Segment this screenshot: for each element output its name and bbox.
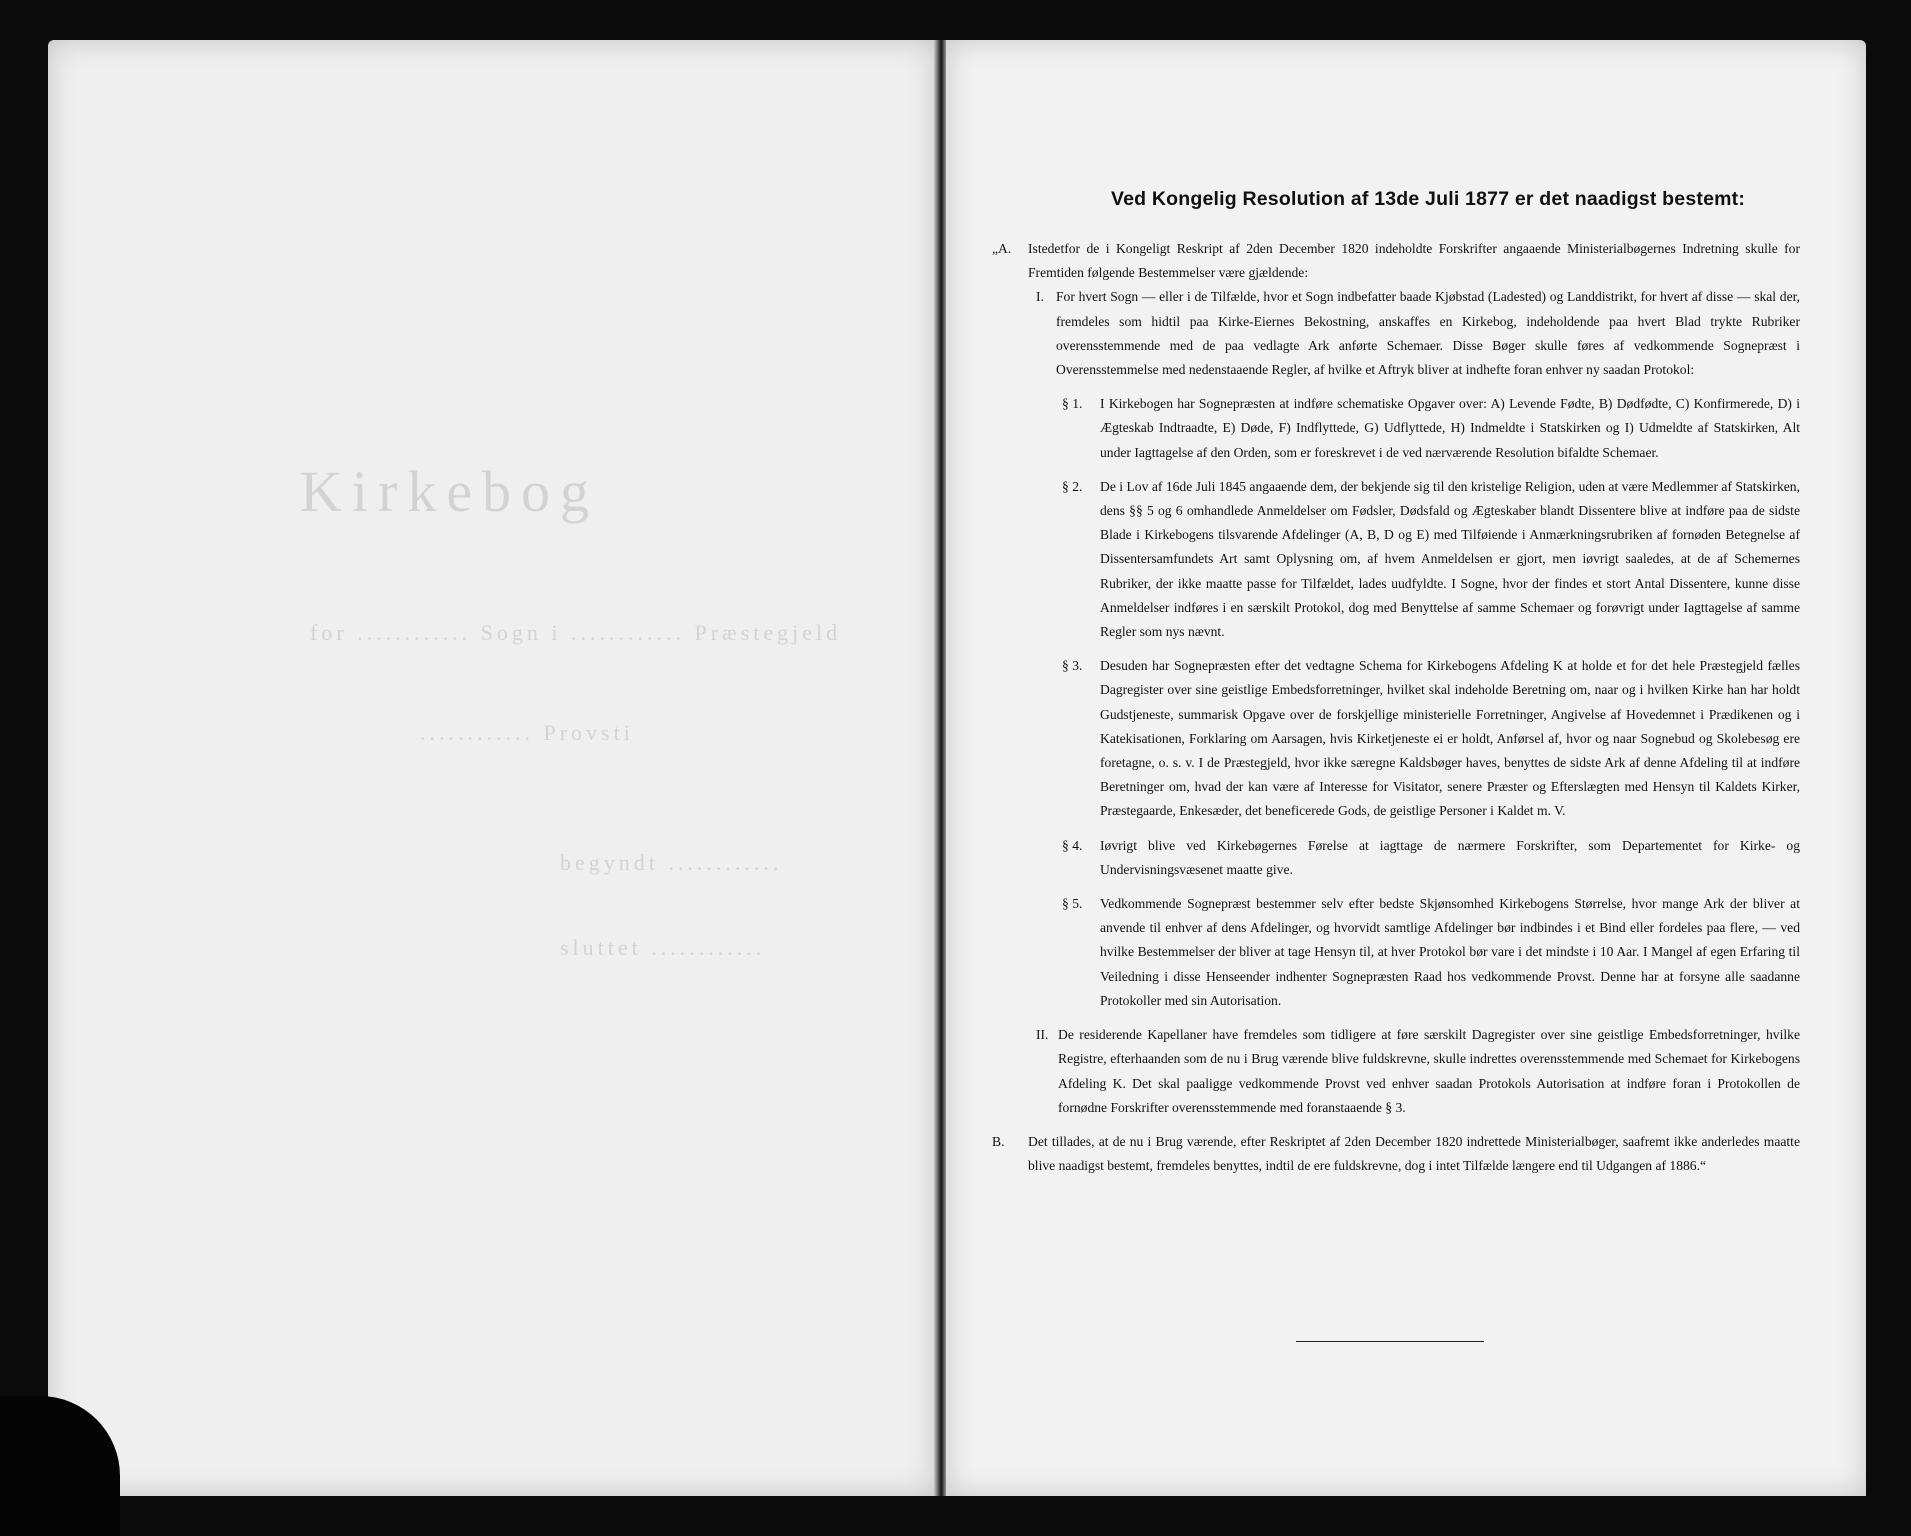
paragraph-5 [1010,892,1800,1013]
paragraph-text: Det tillades, at de nu i Brug værende, efter Reskriptet af 2den December 1820 indrettede Ministerialbøger, saafremt ikke anderledes maatte blive naadigst bestemt, fremdeles benyttes, indtil de ere fuldskrevne, dog i intet Tilfælde længere end til Udgangen af 1886.“ [1028,1133,1800,1174]
paragraph-text: For hvert Sogn — eller i de Tilfælde, hvor et Sogn indbefatter baade Kjøbstad (Ladested) og Landdistrikt, for hvert af disse — skal der, fremdeles som hidtil paa Kirke-Eiernes Bekostning, anskaffes en Kirkebog, indeholdende paa hvert Blad trykte Rubriker overensstemmende med de paa vedlagte Ark anførte Schemaer. Disse Bøger skulle føres af vedkommende Sognepræst i Overensstemmelse med nedenstaaende Regler, af hvilke et Aftryk bliver at indhefte foran enhver ny saadan Protokol: [1056,289,1800,378]
section-mark: § 5. [1062,896,1083,912]
closing-rule [1296,1341,1484,1342]
left-page-blank [48,40,936,1496]
paragraph-text: I Kirkebogen har Sognepræsten at indføre schematiske Opgaver over: A) Levende Fødte, B) Dødfødte, C) Konfirmerede, D) i Ægteskab Indtraadte, E) Døde, F) Indflyttede, G) Udflyttede, H) Indmeldte i Statskirken og I) Udmeldte af Statskirken, Alt under Iagttagelse af den Orden, som er foreskrevet i de ved nærværende Resolution bifaldte Schemaer. [1100,396,1800,460]
page-title: Ved Kongelig Resolution af 13de Juli 1877 er det naadigst bestemt: [1110,188,1746,210]
bleed-through-line: for ............ Sogn i ............ Præstegjeld [310,620,842,645]
paragraph-1 [1010,392,1800,465]
paragraph-text: Vedkommende Sognepræst bestemmer selv efter bedste Skjønsomhed Kirkebogens Størrelse, hvor mange Ark der bliver at anvende til enhver af dens Afdelinger, og hvorvidt samtlige Afdelinger bør indbindes i et Bind eller fordeles paa flere, — ved hvilke Bestemmelser der bliver at tage Hensyn til, at hver Protokol bør vare i det mindste i 10 Aar. I Mangel af egen Erfaring til Veiledning i disse Henseender indhenter Sognepræsten Raad hos vedkommende Provst. Denne har at forsyne alle saadanne Protokoller med sin Autorisation. [1100,896,1800,1008]
section-mark: § 1. [1062,396,1083,412]
section-mark: „A. [992,241,1012,256]
paragraph-2 [1010,475,1800,644]
paragraph-text: Iøvrigt blive ved Kirkebøgernes Førelse at iagttage de nærmere Forskrifter, som Departementet for Kirke- og Undervisningsvæsenet maatte give. [1100,837,1800,877]
paragraph-4 [1010,834,1800,882]
section-mark: B. [992,1133,1005,1149]
paragraph-text: Istedetfor de i Kongeligt Reskript af 2den December 1820 indeholdte Forskrifter angaaende Ministerialbøgernes Indretning skulle for Fremtiden følgende Bestemmelser være gjældende: [1028,241,1800,281]
section-mark: § 4. [1062,837,1083,853]
paragraph-text: De residerende Kapellaner have fremdeles som tidligere at føre særskilt Dagregister over sine geistlige Embedsforretninger, hvilke Registre, efterhaanden som de nu i Brug værende blive fuldskrevne, skulle indrettes overensstemmende med Schemaet for Kirkebogens Afdeling K. Det skal paaligge vedkommende Provst ved enhver saadan Protokols Autorisation at indføre foran i Protokollen de fornødne Forskrifter overensstemmende med foranstaaende § 3. [1058,1027,1800,1115]
section-a-i [1010,285,1800,382]
section-mark: § 3. [1062,658,1083,674]
bleed-through-line: ............ Provsti [420,720,634,745]
bleed-through-title: Kirkebog [300,459,600,524]
bleed-through-line: sluttet ............ [560,935,766,960]
section-mark: II. [1036,1027,1049,1043]
paragraph-text: De i Lov af 16de Juli 1845 angaaende dem, der bekjende sig til den kristelige Religion, uden at være Medlemmer af Statskirken, dens §§ 5 og 6 omhandlede Anmeldelser om Fødsler, Dødsfald og Ægteskaber blandt Dissentere blive at indføre paa de sidste Blade i Kirkebogens tilsvarende Afdelinger (A, B, D og E) med Tilføiende i Anmærkningsrubriken af fornøden Betegnelse af Dissentersamfundets Art samt Oplysning om, af hvem Anmeldelsen er gjort, men iøvrigt saaledes, at de af Schemernes Rubriker, der ikke maatte passe for Tilfældet, lades uudfyldte. I Sogne, hvor der findes et stort Antal Dissentere, kunne disse Anmeldelser indføres i en særskilt Protokol, dog med Benyttelse af samme Schemaer og forøvrigt under Iagttagelse af samme Regler som nys nævnt. [1100,478,1800,640]
section-b [992,1130,1800,1178]
section-a-ii [1010,1023,1800,1120]
section-mark: I. [1036,289,1044,305]
paragraph-text: Desuden har Sognepræsten efter det vedtagne Schema for Kirkebogens Afdeling K at holde et for det hele Præstegjeld fælles Dagregister over sine geistlige Embedsforretninger, hvilket skal indeholde Beretning om, naar og i hvilken Kirke han har holdt Gudstjeneste, summarisk Opgave over de forskjellige ministerielle Forretninger, Angivelse af Hovedemnet i Prædikenen og i Katekisationen, Forklaring om Aarsagen, hvis Kirketjeneste ei er holdt, Anførsel af, hvor og naar Sognebud og Skolebesøg ere foretagne, o. s. v. I de Præstegjeld, hvor ikke særegne Kaldsbøger haves, benyttes de sidste Ark af denne Afdeling til at indføre Beretninger om, hvad der kan være af Interesse for Visitator, senere Præster og Efterslægten med Hensyn til Kaldets Kirker, Præstegaarde, Enkesæder, det beneficerede Gods, de geistlige Personer i Kaldet m. V. [1100,658,1800,819]
resolution-text [992,188,1800,1178]
section-a-intro [992,237,1800,285]
section-mark: § 2. [1062,478,1083,494]
paragraph-3 [1010,654,1800,823]
bleed-through-line: begyndt ............ [560,850,783,875]
